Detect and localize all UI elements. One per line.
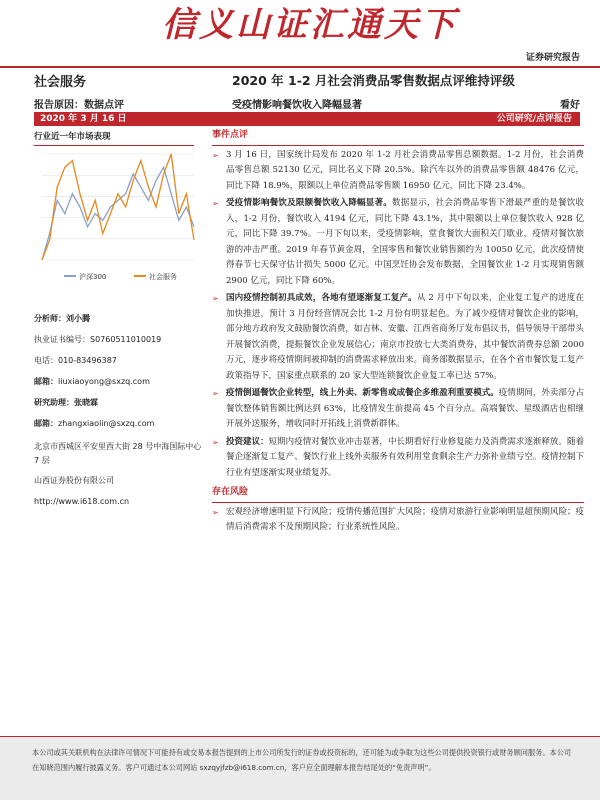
company-name: 山西证券股份有限公司 (34, 476, 114, 485)
event-heading: 事件点评 (212, 128, 584, 146)
footer-disclaimer (0, 736, 600, 800)
report-category: 公司研究/点评报告 (496, 114, 572, 124)
paragraph-2: ➢ 受疫情影响餐饮及限额餐饮收入降幅显著。数据显示，社会消费品零售下滑最严重的是餐饮收入，1-2 月份，餐饮收入 4194 亿元，同比下降 43.1%，其中限额以上单位餐饮收入 928 亿元，同比下降 39.7%。一月下旬以来，受疫情影响，堂食餐饮大面积关门歇业，疫情对餐饮旅游的冲击严重。2019 年春节黄金周，全国零售和餐饮业销售额约为 10050 亿元，此次疫情使得春节七天保守估计损失 5000 亿元。中国烹饪协会发布数据，全国餐饮业 1-2 月实现销售额 2900 亿元，同比下降 60%。 (212, 198, 584, 286)
email-1: 邮箱：liuxiaoyong@sxzq.com (34, 377, 150, 386)
brand-slogan: 信义山证汇通天下 (162, 5, 458, 45)
paragraph-4: ➢ 疫情倒逼餐饮企业转型，线上外卖、新零售或成餐企多维盈利重要模式。疫情期间，外卖部分占餐饮整体销售额比例达到 63%，比疫情发生前提高 45 个百分点。高端餐饮、星级酒店也相继开展外送服务，增收同时开拓线上消费新群体。 (212, 388, 584, 429)
cert-number: 执业证书编号：S0760511010019 (34, 335, 162, 344)
legend-label-0: 沪深300 (79, 273, 107, 281)
date-bar (34, 112, 580, 126)
sector-name: 社会服务 (34, 75, 87, 90)
disclaimer-text: 本公司或其关联机构在法律许可情况下可能持有或交易本报告提到的上市公司所发行的证券或投资标的，还可能为或争取为这些公司提供投资银行或财务顾问服务。本公司在知晓范围内履行披露义务。客户可通过本公司网站 sxzqyjfzb@i618.com.cn，客户应全面理解本报告结尾处的“免责声明”。 (32, 748, 572, 772)
paragraph-1: ➢ 3 月 16 日，国家统计局发布 2020 年 1-2 月社会消费品零售总额数据。1-2 月份，社会消费品零售总额 52130 亿元，同比名义下降 20.5%。除汽车以外的消费品零售额 48476 亿元，同比下降 18.9%，限额以上单位消费品零售额 16950 亿元，同比下降 23.4%。 (212, 149, 584, 191)
report-date: 2020 年 3 月 16 日 (40, 114, 127, 124)
analyst-2: 研究助理：张晓霖 (34, 398, 98, 407)
brand-logo (160, 0, 460, 52)
arrow-icon: ➢ (212, 507, 219, 517)
arrow-icon: ➢ (212, 294, 219, 303)
email-2: 邮箱：zhangxiaolin@sxzq.com (34, 419, 155, 428)
series-line-0 (42, 167, 194, 260)
arrow-icon: ➢ (212, 199, 219, 208)
analyst-1: 分析师：刘小腾 (34, 314, 90, 323)
report-subtitle: 受疫情影响餐饮收入降幅显著 (232, 100, 362, 111)
risk-heading: 存在风险 (212, 485, 584, 503)
phone: 电话：010-83496387 (34, 356, 117, 365)
series-line-1 (42, 154, 194, 260)
header-divider (0, 66, 600, 68)
main-content (212, 128, 584, 538)
arrow-icon: ➢ (212, 437, 219, 447)
rating: 看好 (560, 100, 580, 111)
market-performance-chart (34, 148, 200, 288)
arrow-icon: ➢ (212, 150, 219, 160)
address: 北京市西城区平安里西大街 28 号中海国际中心 7 层 (34, 442, 202, 465)
legend-label-1: 社会服务 (149, 273, 177, 281)
report-type: 证券研究报告 (525, 53, 580, 63)
paragraph-3: ➢ 国内疫情控制初具成效，各地有望逐渐复工复产。从 2 月中下旬以来，企业复工复产的进度在加快推进，预计 3 月份经营情况会比 1-2 月份有明显起色。为了减少疫情对餐饮企业的影响，部分地方政府发文鼓励餐饮消费，如吉林、安徽、江西省商务厅发布倡议书，倡导领导干部带头开展餐饮消费，提振餐饮企业发展信心；南京市投放七大类消费券，其中餐饮消费券总额 2000 万元，逐步将疫情期间被抑制的消费需求释放出来。商务部数据显示，在各个省市餐饮复工复产政策指导下，国家重点联系的 20 家大型连锁餐饮企业复工率已达 57%。 (212, 293, 584, 381)
chart-title: 行业近一年市场表现 (34, 130, 194, 146)
website-link[interactable]: http://www.i618.com.cn (34, 497, 130, 506)
sidebar (34, 130, 194, 146)
risk-paragraph: ➢ 宏观经济增速明显下行风险；疫情传播范围扩大风险；疫情对旅游行业影响明显超预期风险；疫情后消费需求不及预期风险；行业系统性风险。 (212, 506, 584, 532)
paragraph-5: ➢ 投资建议：短期内疫情对餐饮业冲击显著，中长期看好行业修复能力及消费需求逐渐释放。随着餐企逐渐复工复产、餐饮行业上线外卖服务有效利用堂食剩余生产力弥补业绩亏空。疫情控制下行业有望逐渐实现业绩复苏。 (212, 436, 584, 478)
arrow-icon: ➢ (212, 389, 219, 398)
report-reason: 报告原因：数据点评 (34, 100, 124, 111)
report-title: 2020 年 1-2 月社会消费品零售数据点评维持评级 (232, 73, 515, 88)
analyst-info (34, 312, 206, 516)
